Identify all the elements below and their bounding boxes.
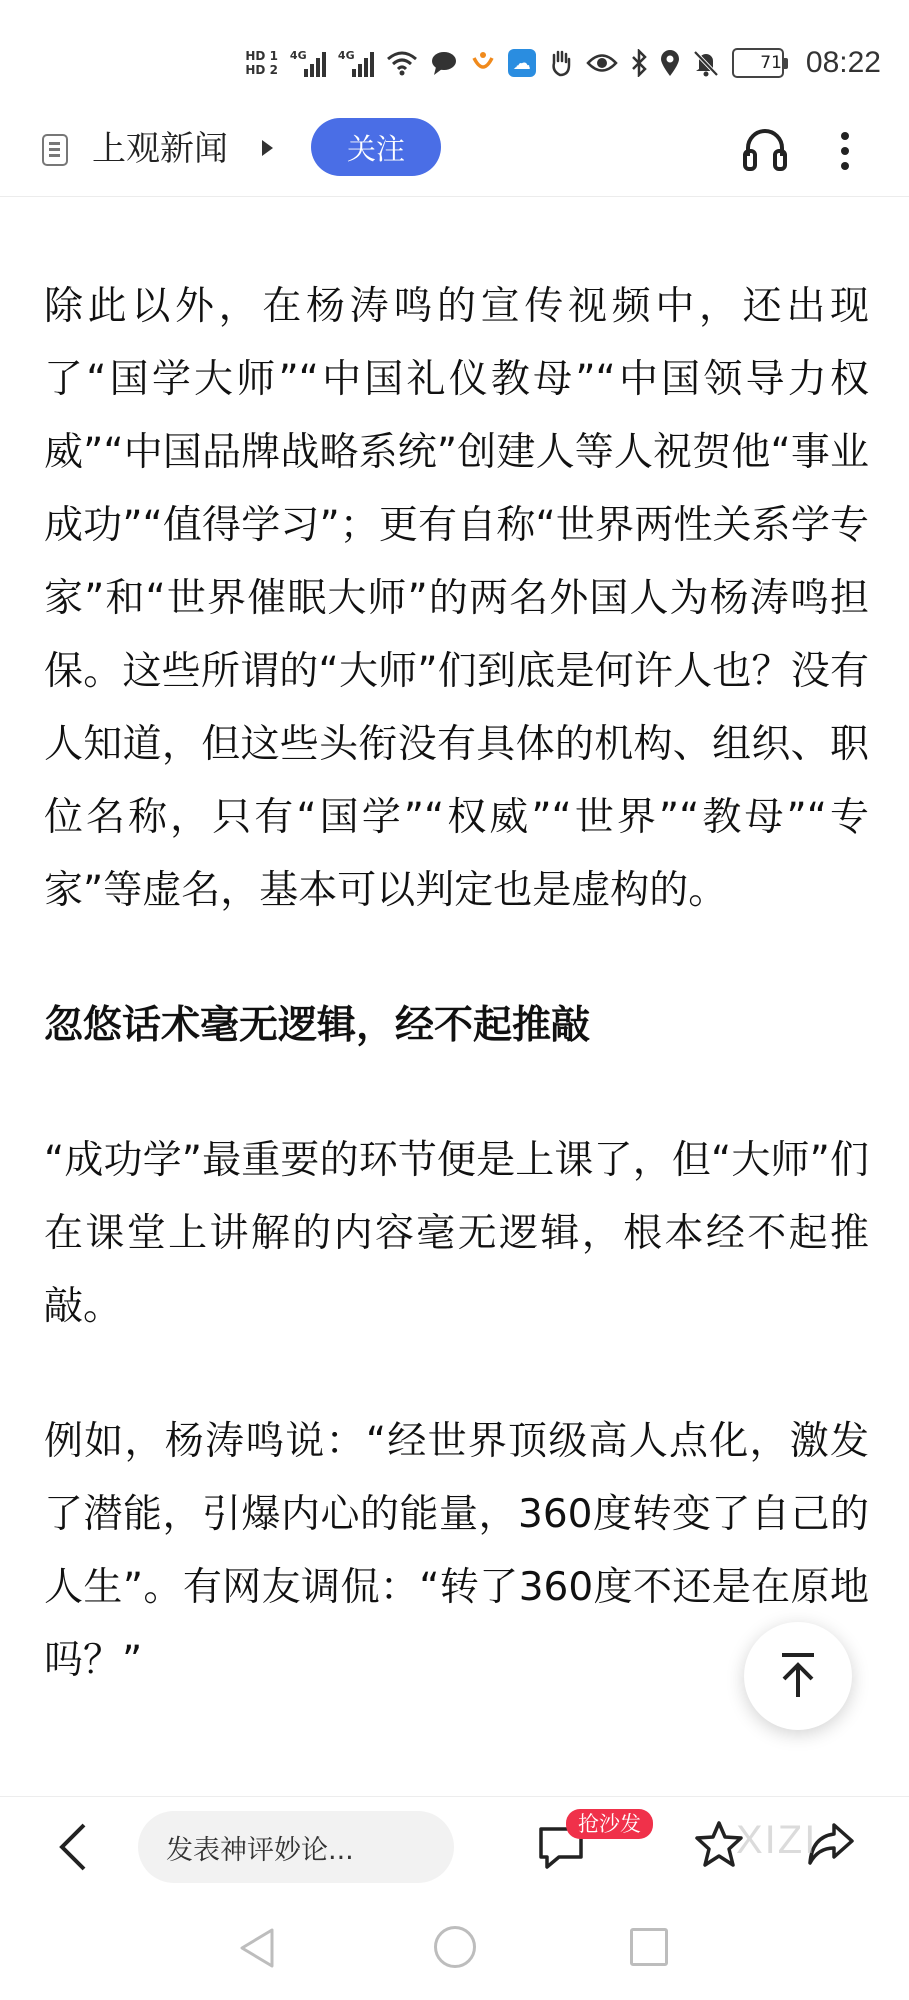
article-paragraph: 例如，杨涛鸣说：“经世界顶级高人点化，激发了潜能，引爆内心的能量，360度转变了自己的人生”。有网友调侃：“转了360度不还是在原地吗？” bbox=[44, 1419, 869, 1683]
status-icons bbox=[245, 38, 881, 88]
wifi-icon bbox=[386, 50, 418, 76]
sim1-type: 4G bbox=[289, 49, 307, 62]
hd-icon bbox=[245, 49, 278, 77]
sim2-type: 4G bbox=[337, 49, 355, 62]
nav-recent-icon[interactable] bbox=[630, 1928, 668, 1966]
article-header bbox=[0, 110, 909, 197]
battery-icon bbox=[732, 48, 788, 78]
triangle-right-icon[interactable] bbox=[262, 140, 273, 156]
comment-input[interactable]: 发表神评妙论... bbox=[138, 1811, 454, 1883]
article-body bbox=[44, 270, 869, 1697]
mute-icon bbox=[692, 49, 720, 77]
status-bar bbox=[0, 0, 909, 110]
document-icon bbox=[42, 134, 68, 166]
battery-level: 71 bbox=[760, 53, 782, 73]
article-paragraph: 除此以外，在杨涛鸣的宣传视频中，还出现了“国学大师”“中国礼仪教母”“中国领导力权威”“中国品牌战略系统”创建人等人祝贺他“事业成功”“值得学习”；更有自称“世界两性关系学专家”和“世界催眠大师”的两名外国人为杨涛鸣担保。这些所谓的“大师”们到底是何许人也？没有人知道，但这些头衔没有具体的机构、组织、职位名称，只有“国学”“权威”“世界”“教母”“专家”等虚名，基本可以判定也是虚构的。 bbox=[44, 284, 869, 913]
weather-app-icon: ☁ bbox=[508, 49, 536, 77]
bluetooth-icon bbox=[630, 49, 648, 77]
orange-app-icon bbox=[470, 50, 496, 76]
follow-button[interactable]: 关注 bbox=[311, 118, 441, 176]
section-heading: 忽悠话术毫无逻辑，经不起推敲 bbox=[44, 1003, 591, 1048]
eye-icon bbox=[586, 52, 618, 74]
nav-back-icon[interactable] bbox=[238, 1926, 276, 1974]
system-nav-bar bbox=[0, 1898, 909, 2000]
sofa-badge[interactable]: 抢沙发 bbox=[566, 1809, 653, 1839]
message-icon bbox=[430, 50, 458, 76]
watermark: XIZI bbox=[736, 1818, 818, 1862]
signal-icon bbox=[338, 49, 374, 77]
hand-icon bbox=[548, 49, 574, 77]
nav-home-icon[interactable] bbox=[434, 1926, 476, 1968]
signal-icon bbox=[290, 49, 326, 77]
location-icon bbox=[660, 49, 680, 77]
article-paragraph: “成功学”最重要的环节便是上课了，但“大师”们在课堂上讲解的内容毫无逻辑，根本经不起推敲。 bbox=[44, 1138, 869, 1329]
scroll-to-top-button[interactable] bbox=[744, 1622, 852, 1730]
back-arrow-icon[interactable] bbox=[58, 1821, 88, 1877]
source-name[interactable]: 上观新闻 bbox=[92, 129, 228, 169]
hd2-label: HD 2 bbox=[245, 63, 278, 77]
hd1-label: HD 1 bbox=[245, 49, 278, 63]
more-vertical-icon[interactable] bbox=[835, 126, 855, 176]
arrow-up-icon bbox=[776, 1651, 820, 1701]
clock: 08:22 bbox=[805, 46, 881, 79]
headphones-icon[interactable] bbox=[740, 124, 790, 178]
